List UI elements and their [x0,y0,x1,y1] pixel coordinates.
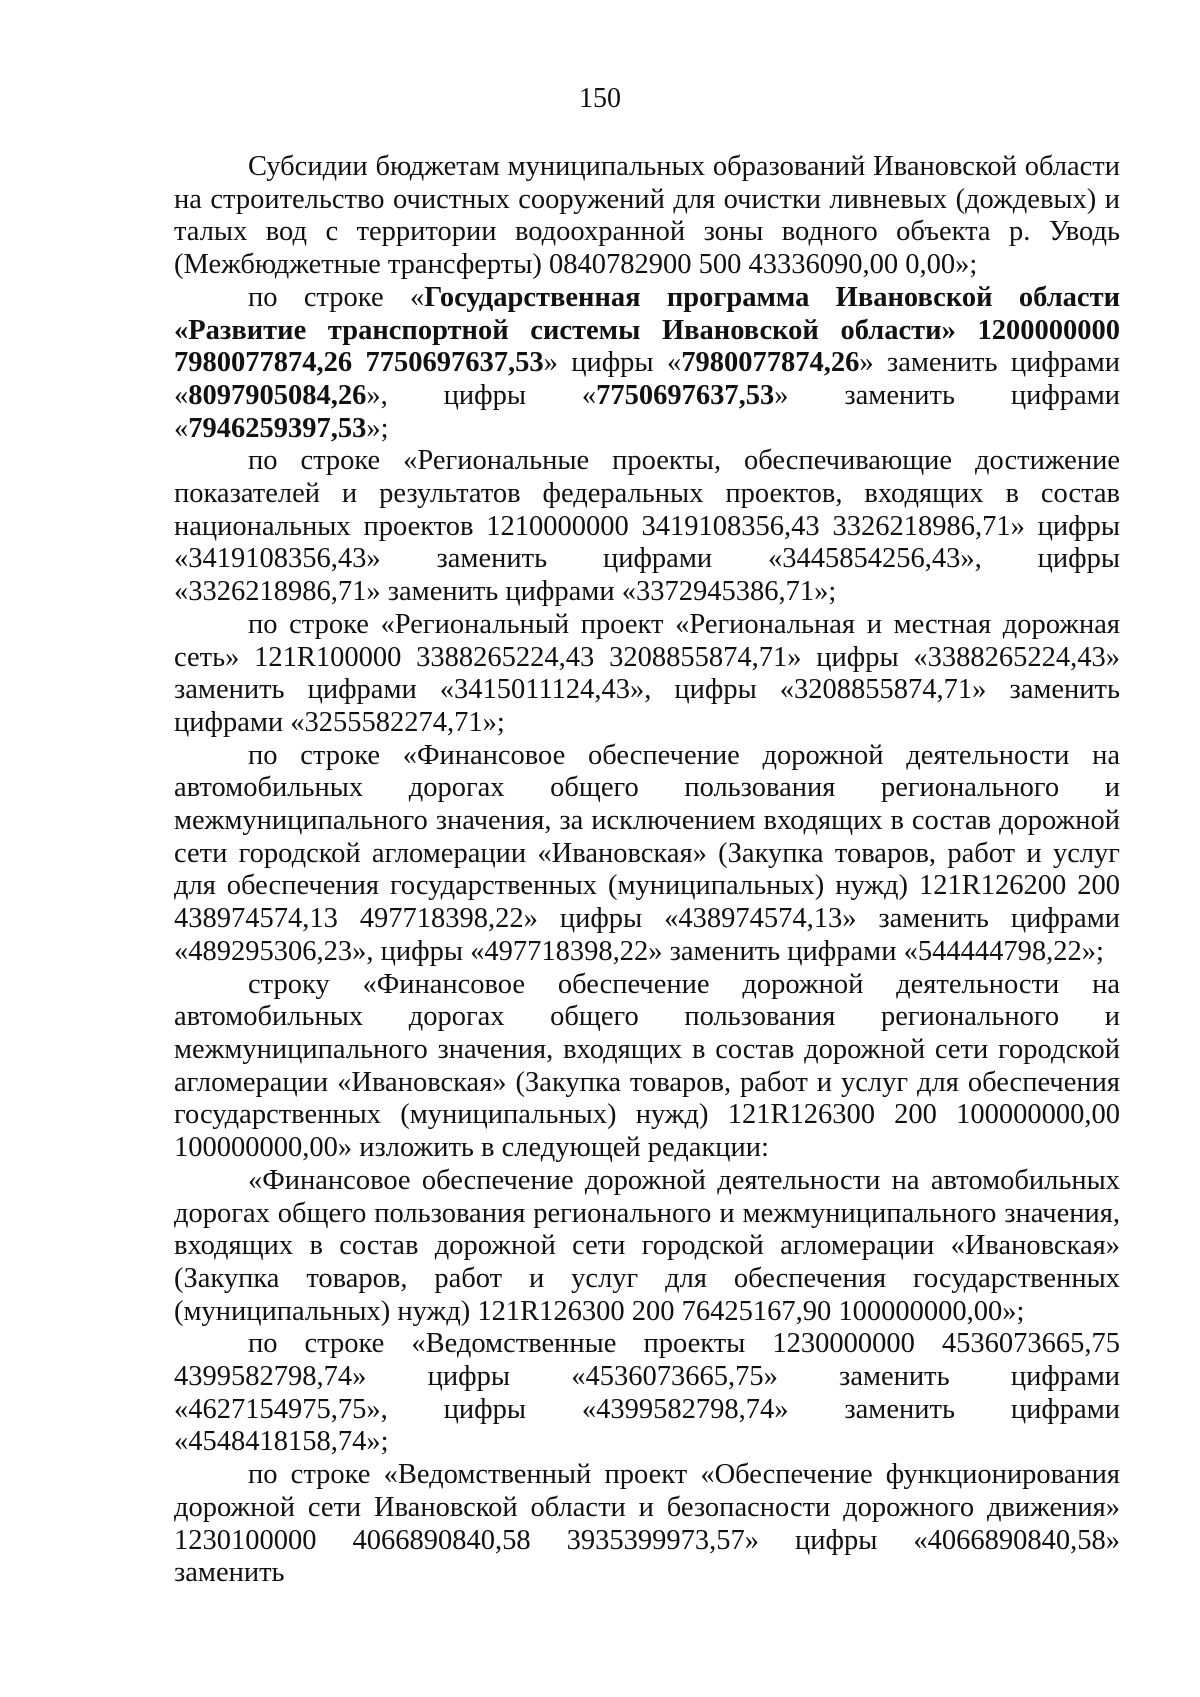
paragraph-text: по строке «Финансовое обеспечение дорожной деятельности на автомобильных дорогах общего пользования регионального и межмуниципального значения, за исключением входящих в состав дорожной сети городской агломерации «Ивановская» (Закупка товаров, работ и услуг для обеспечения государственных (муниципальных) нужд) 121R126200 200 438974574,13 497718398,22» цифры «438974574,13» заменить цифрами «489295306,23», цифры «497718398,22» заменить цифрами «544444798,22»; [174,739,1120,967]
bold-new-value-1: 8097905084,26 [188,379,367,411]
paragraph-text: по строке «Ведомственный проект «Обеспечение функционирования дорожной сети Ивановской области и безопасности дорожного движения» 1230100000 4066890840,58 3935399973,57» цифры «4066890840,58» заменить [174,1459,1120,1589]
paragraph-text: по строке «Ведомственные проекты 1230000000 4536073665,75 4399582798,74» цифры «4536073665,75» заменить цифрами «4627154975,75», цифры «4399582798,74» заменить цифрами «4548418158,74»; [174,1328,1120,1458]
bold-old-value-1: 7980077874,26 [681,347,860,379]
paragraph-road-financing-agglomeration [174,969,1120,1165]
bold-old-value-2: 7750697637,53 [596,379,775,411]
paragraph-text: по строке «Региональные проекты, обеспечивающие достижение показателей и результатов федеральных проектов, входящих в состав национальных проектов 1210000000 3419108356,43 3326218986,71» цифры «3419108356,43» заменить цифрами «3445854256,43», цифры «3326218986,71» заменить цифрами «3372945386,71»; [174,445,1120,608]
paragraph-departmental-projects [174,1328,1120,1459]
paragraph-new-wording [174,1165,1120,1329]
paragraph-departmental-project [174,1459,1120,1590]
paragraph-text: » заменить цифрами « [174,347,1120,411]
bold-program-title: Государственная программа Ивановской области «Развитие транспортной системы Ивановской области» 1200000000 7980077874,26 7750697637,53 [174,281,1120,379]
paragraph-state-program [174,282,1120,446]
paragraph-text: строку «Финансовое обеспечение дорожной деятельности на автомобильных дорогах общего пользования регионального и межмуниципального значения, входящих в состав дорожной сети городской агломерации «Ивановская» (Закупка товаров, работ и услуг для обеспечения государственных (муниципальных) нужд) 121R126300 200 100000000,00 100000000,00» изложить в следующей редакции: [174,968,1120,1164]
document-body [174,151,1120,1590]
paragraph-text: » заменить цифрами « [174,379,1120,444]
paragraph-text: «Финансовое обеспечение дорожной деятельности на автомобильных дорогах общего пользования регионального и межмуниципального значения, входящих в состав дорожной сети городской агломерации «Ивановская» (Закупка товаров, работ и услуг для обеспечения государственных (муниципальных) нужд) 121R126300 200 76425167,90 100000000,00»; [174,1164,1120,1327]
paragraph-text: » цифры « [543,347,682,379]
paragraph-text: »; [366,412,389,444]
paragraph-text: по строке «Региональный проект «Региональная и местная дорожная сеть» 121R100000 3388265224,43 3208855874,71» цифры «3388265224,43» заменить цифрами «3415011124,43», цифры «3208855874,71» заменить цифрами «3255582274,71»; [174,608,1120,738]
paragraph-subsidies [174,151,1120,282]
paragraph-road-financing-excluding [174,740,1120,969]
paragraph-regional-projects [174,445,1120,609]
paragraph-text: Субсидии бюджетам муниципальных образований Ивановской области на строительство очистных сооружений для очистки ливневых (дождевых) и талых вод с территории водоохранной зоны водного объекта р. Уводь (Межбюджетные трансферты) 0840782900 500 43336090,00 0,00»; [174,151,1120,281]
paragraph-text: по строке « [248,281,425,313]
paragraph-text: », цифры « [366,379,597,411]
paragraph-regional-road-network [174,609,1120,740]
bold-new-value-2: 7946259397,53 [188,412,367,444]
page-number: 150 [579,83,621,114]
